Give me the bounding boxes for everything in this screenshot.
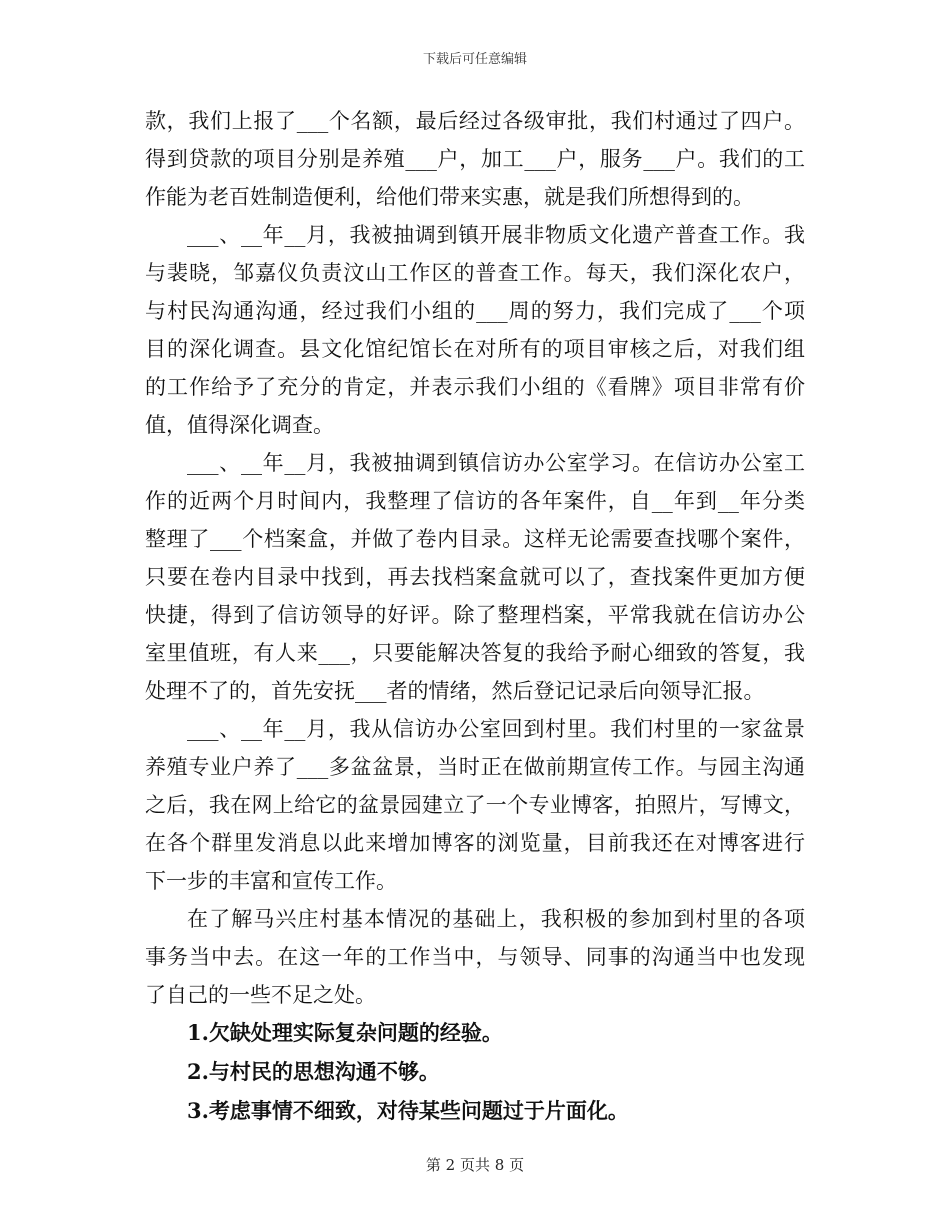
text-line: 目的深化调查。县文化馆纪馆长在对所有的项目审核之后，对我们组 — [145, 337, 805, 361]
text-line: 室里值班，有人来___，只要能解决答复的我给予耐心细致的答复，我 — [145, 641, 805, 665]
numbered-list — [145, 1014, 805, 1130]
text-line: 在各个群里发消息以此来增加博客的浏览量，目前我还在对博客进行 — [145, 831, 805, 855]
paragraph — [145, 710, 805, 900]
list-item: 3.考虑事情不细致，对待某些问题过于片面化。 — [187, 1098, 629, 1123]
text-line: 事务当中去。在这一年的工作当中，与领导、同事的沟通当中也发现 — [145, 945, 805, 969]
text-line: 整理了___个档案盒，并做了卷内目录。这样无论需要查找哪个案件， — [145, 527, 805, 551]
text-line: 与裴晓，邹嘉仪负责汶山工作区的普查工作。每天，我们深化农户， — [145, 261, 805, 285]
page-header: 下载后可任意编辑 — [422, 52, 527, 67]
paragraph — [145, 900, 805, 1014]
text-line: 作的近两个月时间内，我整理了信访的各年案件，自__年到__年分类 — [145, 489, 805, 513]
text-line: 作能为老百姓制造便利，给他们带来实惠，就是我们所想得到的。 — [145, 185, 754, 209]
text-line: 快捷，得到了信访领导的好评。除了整理档案，平常我就在信访办公 — [145, 603, 805, 627]
text-line: 养殖专业户养了___多盆盆景，当时正在做前期宣传工作。与园主沟通 — [145, 755, 805, 779]
text-line: 了自己的一些不足之处。 — [145, 983, 376, 1007]
text-line: 值，值得深化调查。 — [145, 413, 334, 437]
text-line: ___、__年__月，我被抽调到镇开展非物质文化遗产普查工作。我 — [187, 223, 805, 247]
text-line: 只要在卷内目录中找到，再去找档案盒就可以了，查找案件更加方便 — [145, 565, 805, 589]
text-line: ___、__年__月，我被抽调到镇信访办公室学习。在信访办公室工 — [187, 451, 805, 475]
text-line: 处理不了的，首先安抚___者的情绪，然后登记记录后向领导汇报。 — [145, 679, 765, 703]
page-footer: 第 2 页共 8 页 — [425, 1156, 525, 1174]
paragraph — [145, 444, 805, 710]
text-line: 的工作给予了充分的肯定，并表示我们小组的《看牌》项目非常有价 — [145, 375, 805, 399]
document-body — [145, 102, 805, 1131]
list-item: 1.欠缺处理实际复杂问题的经验。 — [187, 1020, 503, 1045]
list-item: 2.与村民的思想沟通不够。 — [187, 1059, 440, 1084]
text-line: 与村民沟通沟通，经过我们小组的___周的努力，我们完成了___个项 — [145, 299, 805, 323]
paragraph — [145, 216, 805, 444]
text-line: 之后，我在网上给它的盆景园建立了一个专业博客，拍照片，写博文， — [145, 793, 805, 817]
text-line: 下一步的丰富和宣传工作。 — [145, 869, 397, 893]
text-line: 在了解马兴庄村基本情况的基础上，我积极的参加到村里的各项 — [187, 907, 805, 931]
text-line: 得到贷款的项目分别是养殖___户，加工___户，服务___户。我们的工 — [145, 147, 805, 171]
text-line: ___、__年__月，我从信访办公室回到村里。我们村里的一家盆景 — [187, 717, 805, 741]
paragraph — [145, 102, 805, 216]
text-line: 款，我们上报了___个名额，最后经过各级审批，我们村通过了四户。 — [145, 109, 805, 133]
